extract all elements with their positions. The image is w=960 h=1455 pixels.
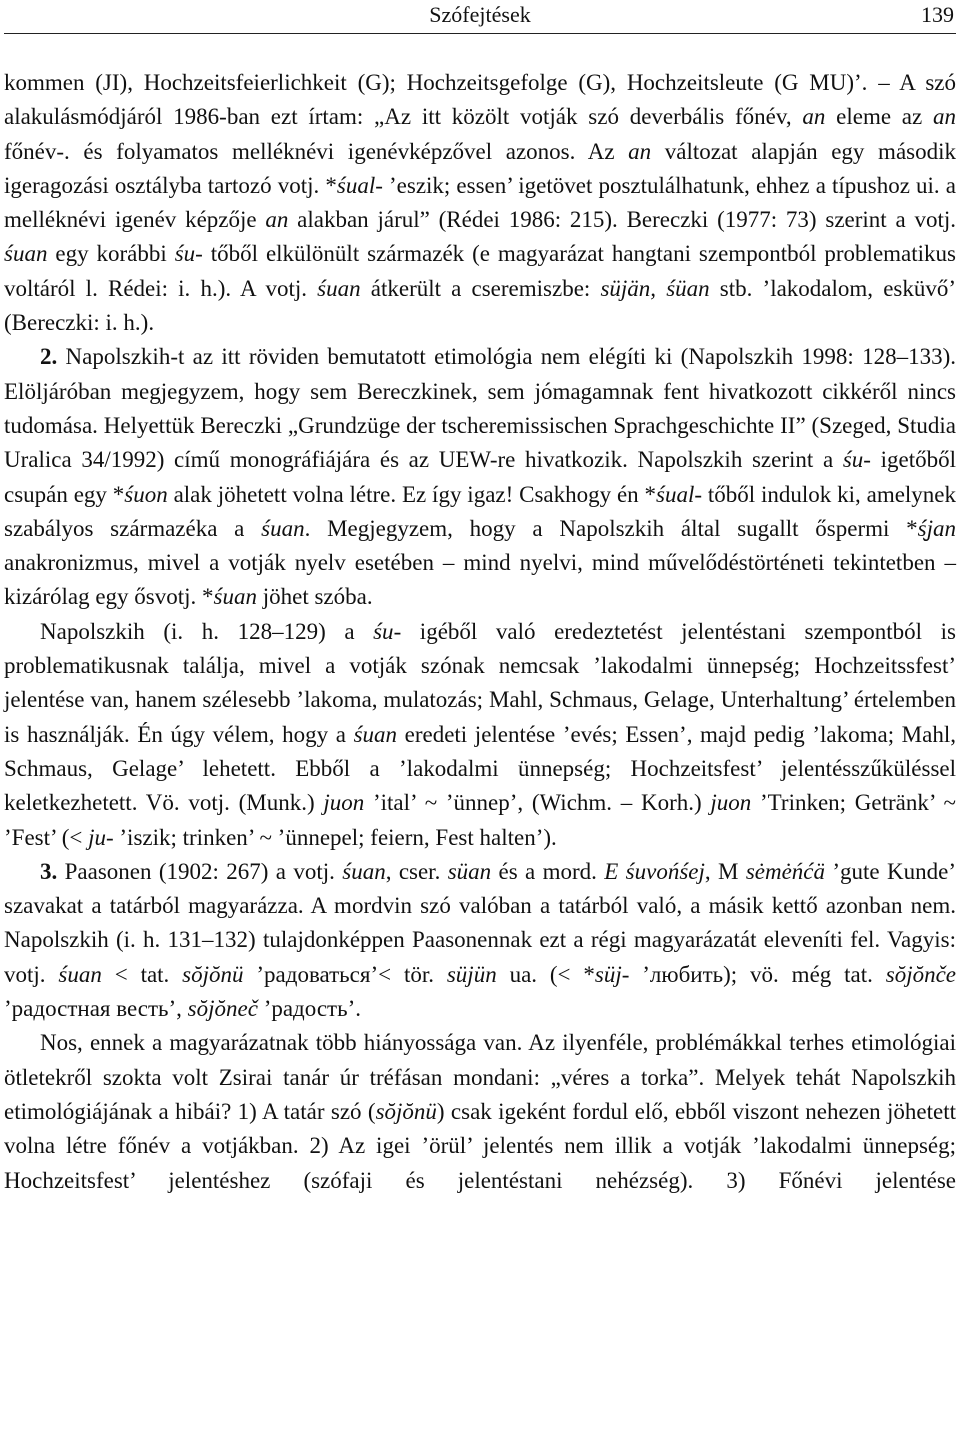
paragraph-4: 3. Paasonen (1902: 267) a votj. śuan, cser. süan és a mord. E śuvońśej, M sėmėńćä ’gute Kunde’ szavakat a tatárból magyarázza. A mordvin szó valóban a tatárból való, a másik kettő azonban nem. Napolszkih (i. h. 131–132) tulajdonképpen Paasonennak ezt a régi magyarázatát eleveníti fel. Vagyis: votj. śuan < tat. sŏjŏnü ’радоваться’< tör. süjün ua. (< *süj- ’любить); vö. még tat. sŏjŏnče ’радостная весть’, sŏjŏneč ’радость’. <box>4 858 957 1022</box>
paragraph-5: Nos, ennek a magyarázatnak több hiányossága van. Az ilyenféle, problémákkal terhes etimológiai ötletekről szokta volt Zsirai tanár úr tréfásan mondani: „véres a torka”. Melyek tehát Napolszkih etimológiájának a hibái? 1) A tatár szó (sŏjŏnü) csak igeként fordul elő, ebből viszont nehezen jöhetett volna létre főnév a votjákban. 2) Az igei ’örül’ jelentés nem illik a votják ’lakodalmi ünnepség; Hochzeitsfest’ jelentéshez (szófaji és jelentéstani nehézség). 3) Főnévi jelentése <box>4 1030 956 1193</box>
paragraph-2: 2. Napolszkih-t az itt röviden bemutatott etimológia nem elégíti ki (Napolszkih 1998: 128–133). Elöljáróban megjegyzem, hogy sem Bereczkinek, sem jómagamnak fent hivatkozott cikkéről nincs tudomása. Helyettük Bereczki „Grundzüge der tscheremissischen Sprachgeschichte II” (Szeged, Studia Uralica 34/1992) című monográfiájára és az UEW-re hivatkozik. Napolszkih szerint a śu- igetőből csupán egy *śuon alak jöhetett volna létre. Ez így igaz! Csakhogy én *śual- tőből indulok ki, amelynek szabályos származéka a śuan. Megjegyzem, hogy a Napolszkih által sugallt őspermi *ś̮jan anakronizmus, mivel a votják nyelv esetében – mind nyelvi, mind művelődéstörténeti tekintetben – kizárólag egy ősvotj. *śuan jöhet szóba. <box>4 344 957 610</box>
header-rule <box>4 33 956 34</box>
paragraph-3: Napolszkih (i. h. 128–129) a śu- igéből való eredeztetést jelentéstani szempontból is problematikusnak találja, mivel a votják szónak nemcsak ’lakodalmi ünnepség; Hochzeitssfest’ jelentése van, hanem szélesebb ’lakoma, mulatozás; Mahl, Schmaus, Gelage, Unterhaltung’ értelemben is használják. Én úgy vélem, hogy a śuan eredeti jelentése ’evés; Essen’, majd pedig ’lakoma; Mahl, Schmaus, Gelage’ lehetett. Ebből a ’lakodalmi ünnepség; Hochzeitsfest’ jelentésszűküléssel keletkezhetett. Vö. votj. (Munk.) juon ’ital’ ~ ’ünnep’, (Wichm. – Korh.) juon ’Trinken; Getränk’ ~ ’Fest’ (< ju- ’iszik; trinken’ ~ ’ünnepel; feiern, Fest halten’). <box>4 618 956 850</box>
running-header <box>0 0 960 32</box>
body-text <box>4 66 956 1198</box>
running-title: Szófejtések <box>429 2 531 27</box>
page-number: 139 <box>921 2 954 27</box>
paragraph-1: kommen (JI), Hochzeitsfeierlichkeit (G); Hochzeitsgefolge (G), Hochzeitsleute (G MU)’. – A szó alakulásmódjáról 1986-ban ezt írtam: „Az itt közölt votják szó deverbális főnév, an eleme az an főnév-. és folyamatos melléknévi igenévképzővel azonos. Az an változat alapján egy második igeragozási osztályba tartozó votj. *śual- ’eszik; essen’ igetövet posztulálhatunk, ehhez a típushoz ui. a melléknévi igenév képzője an alakban járul” (Rédei 1986: 215). Bereczki (1977: 73) szerint a votj. śuan egy korábbi śu- tőből elkülönült származék (e magyarázat hangtani szempontból problematikus voltáról l. Rédei: i. h.). A votj. śuan átkerült a cseremiszbe: süjän, śüan stb. ’lakodalom, esküvő’ (Bereczki: i. h.). <box>4 70 957 336</box>
